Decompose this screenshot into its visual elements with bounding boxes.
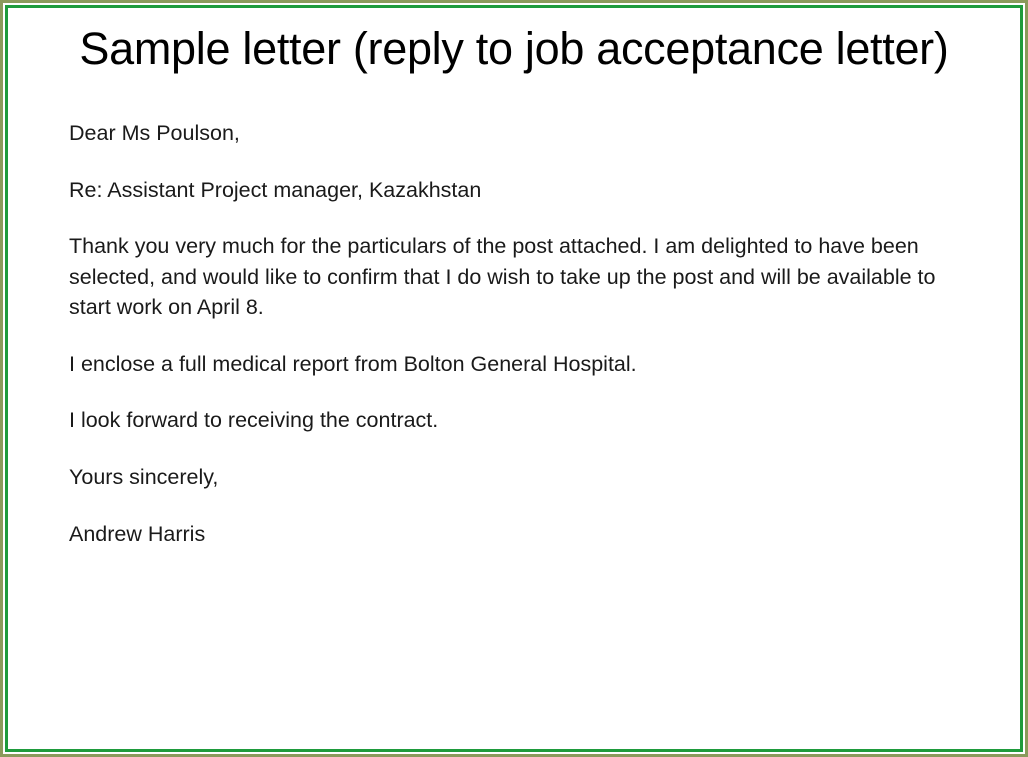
document-content <box>9 9 1019 748</box>
page-title: Sample letter (reply to job acceptance letter) <box>79 23 949 74</box>
letter-paragraph-2: I enclose a full medical report from Bolton General Hospital. <box>69 351 637 376</box>
letter-paragraph-1: Thank you very much for the particulars of the post attached. I am delighted to have been selected, and would like to confirm that I do wish to take up the post and will be available to start work on April 8. <box>69 234 936 320</box>
letter-salutation: Dear Ms Poulson, <box>69 121 240 146</box>
letter-body <box>57 118 971 549</box>
letter-closing: Yours sincerely, <box>69 465 219 489</box>
letter-subject-line: Re: Assistant Project manager, Kazakhstan <box>69 177 482 202</box>
letter-paragraph-3: I look forward to receiving the contract. <box>69 408 439 433</box>
letter-signature-name: Andrew Harris <box>69 521 206 546</box>
